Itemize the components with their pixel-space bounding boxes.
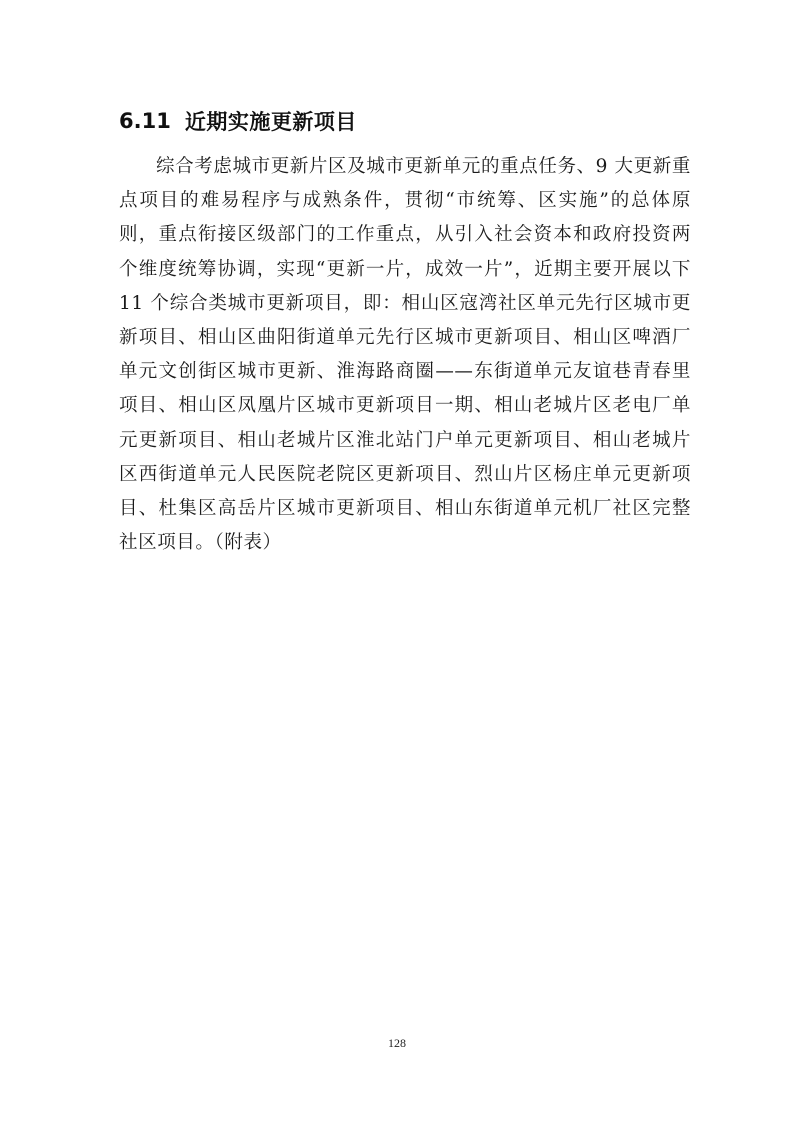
section-title: 近期实施更新项目 <box>184 110 357 134</box>
page-number: 128 <box>388 1036 406 1050</box>
body-paragraph: 综合考虑城市更新片区及城市更新单元的重点任务、9 大更新重点项目的难易程序与成熟条件，贯彻“市统筹、区实施”的总体原则，重点衔接区级部门的工作重点，从引入社会资本和政府投资两个维度统筹协调，实现“更新一片，成效一片”，近期主要开展以下 11 个综合类城市更新项目，即：相山区寇湾社区单元先行区城市更新项目、相山区曲阳街道单元先行区城市更新项目、相山区啤酒厂单元文创街区城市更新、淮海路商圈——东街道单元友谊巷青春里项目、相山区凤凰片区城市更新项目一期、相山老城片区老电厂单元更新项目、相山老城片区淮北站门户单元更新项目、相山老城片区西街道单元人民医院老院区更新项目、烈山片区杨庄单元更新项目、杜集区高岳片区城市更新项目、相山东街道单元机厂社区完整社区项目。（附表） <box>119 156 691 554</box>
section-number: 6.11 <box>119 109 171 133</box>
section-heading <box>119 103 699 139</box>
